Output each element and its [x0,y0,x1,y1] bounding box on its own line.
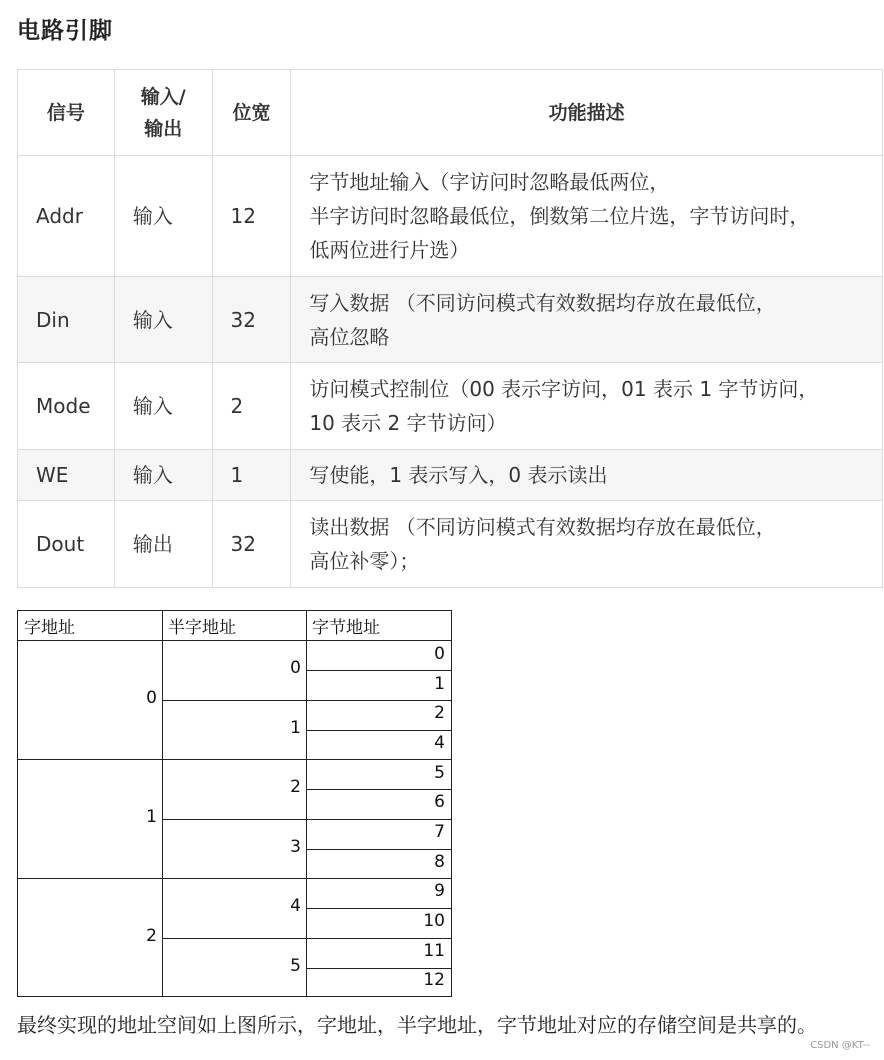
cell-width: 32 [212,501,291,588]
table-row [18,501,883,588]
byte-address: 10 [423,911,445,931]
cell-signal: Din [18,277,115,363]
byte-address: 12 [423,970,445,990]
header-io-line2: 输出 [144,117,183,140]
cell-signal: Mode [18,363,115,450]
desc-line: 低两位进行片选） [309,238,470,262]
header-word-address: 字地址 [24,618,75,638]
desc-line: 高位忽略 [309,324,390,349]
word-address: 2 [146,926,157,946]
caption: 最终实现的地址空间如上图所示，字地址，半字地址，字节地址对应的存储空间是共享的。 [17,1013,817,1037]
word-address: 1 [146,807,157,827]
cell-desc [291,363,883,450]
address-space-figure [17,610,452,997]
desc-line: 访问模式控制位（00 表示字访问，01 表示 1 字节访问， [309,377,819,401]
desc-line: 字节地址输入（字访问时忽略最低两位， [309,170,670,194]
cell-width: 1 [212,450,291,501]
cell-io: 输入 [114,156,212,277]
byte-divider [306,968,451,969]
byte-address: 11 [423,941,445,961]
byte-address: 4 [434,733,445,753]
cell-signal: Dout [18,501,115,588]
byte-address: 0 [434,644,445,664]
header-byte-address: 字节地址 [312,618,380,638]
byte-address: 1 [434,674,445,694]
word-divider [18,878,451,879]
half-divider [162,700,451,701]
watermark: CSDN @KT-- [810,1040,870,1051]
half-divider [162,938,451,939]
cell-desc [291,156,883,277]
byte-address: 2 [434,703,445,723]
cell-io: 输入 [114,363,212,450]
desc-line: 半字访问时忽略最低位，倒数第二位片选，字节访问时， [309,204,810,228]
word-divider [18,759,451,760]
byte-divider [306,670,451,671]
pin-table-header [18,70,883,156]
half-word-address: 2 [290,777,301,797]
header-width: 位宽 [212,70,291,156]
byte-divider [306,789,451,790]
table-row [18,156,883,277]
header-desc: 功能描述 [291,70,883,156]
cell-io: 输出 [114,501,212,588]
byte-address: 8 [434,852,445,872]
cell-width: 32 [212,277,291,363]
byte-divider [306,730,451,731]
desc-line: 读出数据 （不同访问模式有效数据均存放在最低位， [309,515,776,539]
byte-address: 9 [434,881,445,901]
half-word-address: 3 [290,837,301,857]
cell-io: 输入 [114,450,212,501]
pin-table [17,69,883,588]
cell-io: 输入 [114,277,212,363]
half-word-address: 1 [290,718,301,738]
desc-line: 写使能，1 表示写入，0 表示读出 [309,463,608,487]
half-word-address: 4 [290,896,301,916]
section-heading: 电路引脚 [17,18,113,44]
desc-line: 写入数据 （不同访问模式有效数据均存放在最低位， [309,290,776,315]
cell-desc [291,277,883,363]
cell-signal: WE [18,450,115,501]
byte-address: 5 [434,763,445,783]
cell-desc [291,501,883,588]
desc-line: 高位补零）； [309,549,420,573]
byte-address: 7 [434,822,445,842]
half-divider [162,819,451,820]
word-address: 0 [146,688,157,708]
header-io [114,70,212,156]
header-signal: 信号 [18,70,115,156]
header-half-word-address: 半字地址 [168,618,236,638]
byte-divider [306,908,451,909]
cell-width: 12 [212,156,291,277]
cell-signal: Addr [18,156,115,277]
byte-divider [306,849,451,850]
header-io-line1: 输入/ [140,85,186,108]
cell-width: 2 [212,363,291,450]
half-word-address: 5 [290,956,301,976]
desc-line: 10 表示 2 字节访问） [309,411,507,435]
table-row [18,363,883,450]
half-word-address: 0 [290,658,301,678]
table-row [18,277,883,363]
table-row [18,450,883,501]
byte-address: 6 [434,792,445,812]
header-divider [18,640,451,641]
cell-desc [291,450,883,501]
